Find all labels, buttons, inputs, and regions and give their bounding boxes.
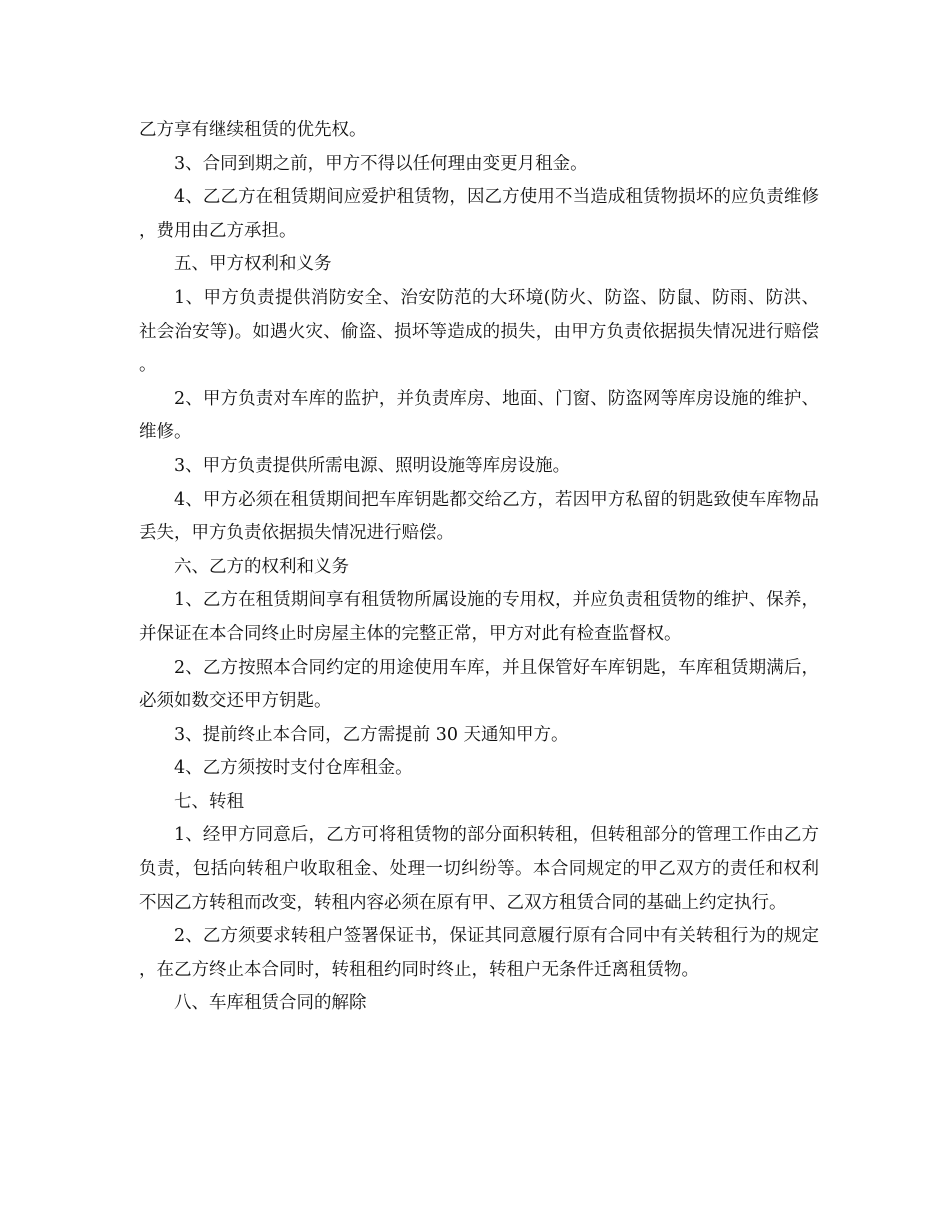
paragraph: 1、甲方负责提供消防安全、治安防范的大环境(防火、防盗、防鼠、防雨、防洪、社会治安等)。如遇火灾、偷盗、损坏等造成的损失，由甲方负责依据损失情况进行赔偿。 [139, 287, 819, 376]
paragraph: 七、转租 [174, 791, 244, 812]
paragraph: 4、甲方必须在租赁期间把车库钥匙都交给乙方，若因甲方私留的钥匙致使车库物品丢失，甲方负责依据损失情况进行赔偿。 [139, 489, 819, 544]
paragraph: 2、乙方须要求转租户签署保证书，保证其同意履行原有合同中有关转租行为的规定，在乙方终止本合同时，转租租约同时终止，转租户无条件迁离租赁物。 [139, 926, 819, 980]
paragraph: 2、甲方负责对车库的监护，并负责库房、地面、门窗、防盗网等库房设施的维护、维修。 [139, 388, 819, 443]
paragraph: 八、车库租赁合同的解除 [174, 993, 367, 1014]
paragraph: 4、乙乙方在租赁期间应爱护租赁物，因乙方使用不当造成租赁物损坏的应负责维修，费用由乙方承担。 [139, 187, 819, 241]
paragraph: 3、甲方负责提供所需电源、照明设施等库房设施。 [174, 455, 571, 476]
paragraph: 乙方享有继续租赁的优先权。 [139, 120, 367, 140]
paragraph: 4、乙方须按时支付仓库租金。 [174, 758, 413, 779]
paragraph: 2、乙方按照本合同约定的用途使用车库，并且保管好车库钥匙，车库租赁期满后，必须如数交还甲方钥匙。 [139, 657, 819, 712]
paragraph: 1、乙方在租赁期间享有租赁物所属设施的专用权，并应负责租赁物的维护、保养，并保证在本合同终止时房屋主体的完整正常，甲方对此有检查监督权。 [139, 590, 819, 644]
paragraph: 3、合同到期之前，甲方不得以任何理由变更月租金。 [174, 153, 588, 174]
paragraph: 六、乙方的权利和义务 [174, 556, 349, 577]
document-body [139, 114, 819, 1021]
paragraph: 五、甲方权利和义务 [174, 254, 332, 275]
paragraph: 3、提前终止本合同，乙方需提前 30 天通知甲方。 [174, 724, 569, 745]
paragraph: 1、经甲方同意后，乙方可将租赁物的部分面积转租，但转租部分的管理工作由乙方负责，包括向转租户收取租金、处理一切纠纷等。本合同规定的甲乙双方的责任和权利不因乙方转租而改变，转租内容必须在原有甲、乙双方租赁合同的基础上约定执行。 [139, 825, 819, 913]
